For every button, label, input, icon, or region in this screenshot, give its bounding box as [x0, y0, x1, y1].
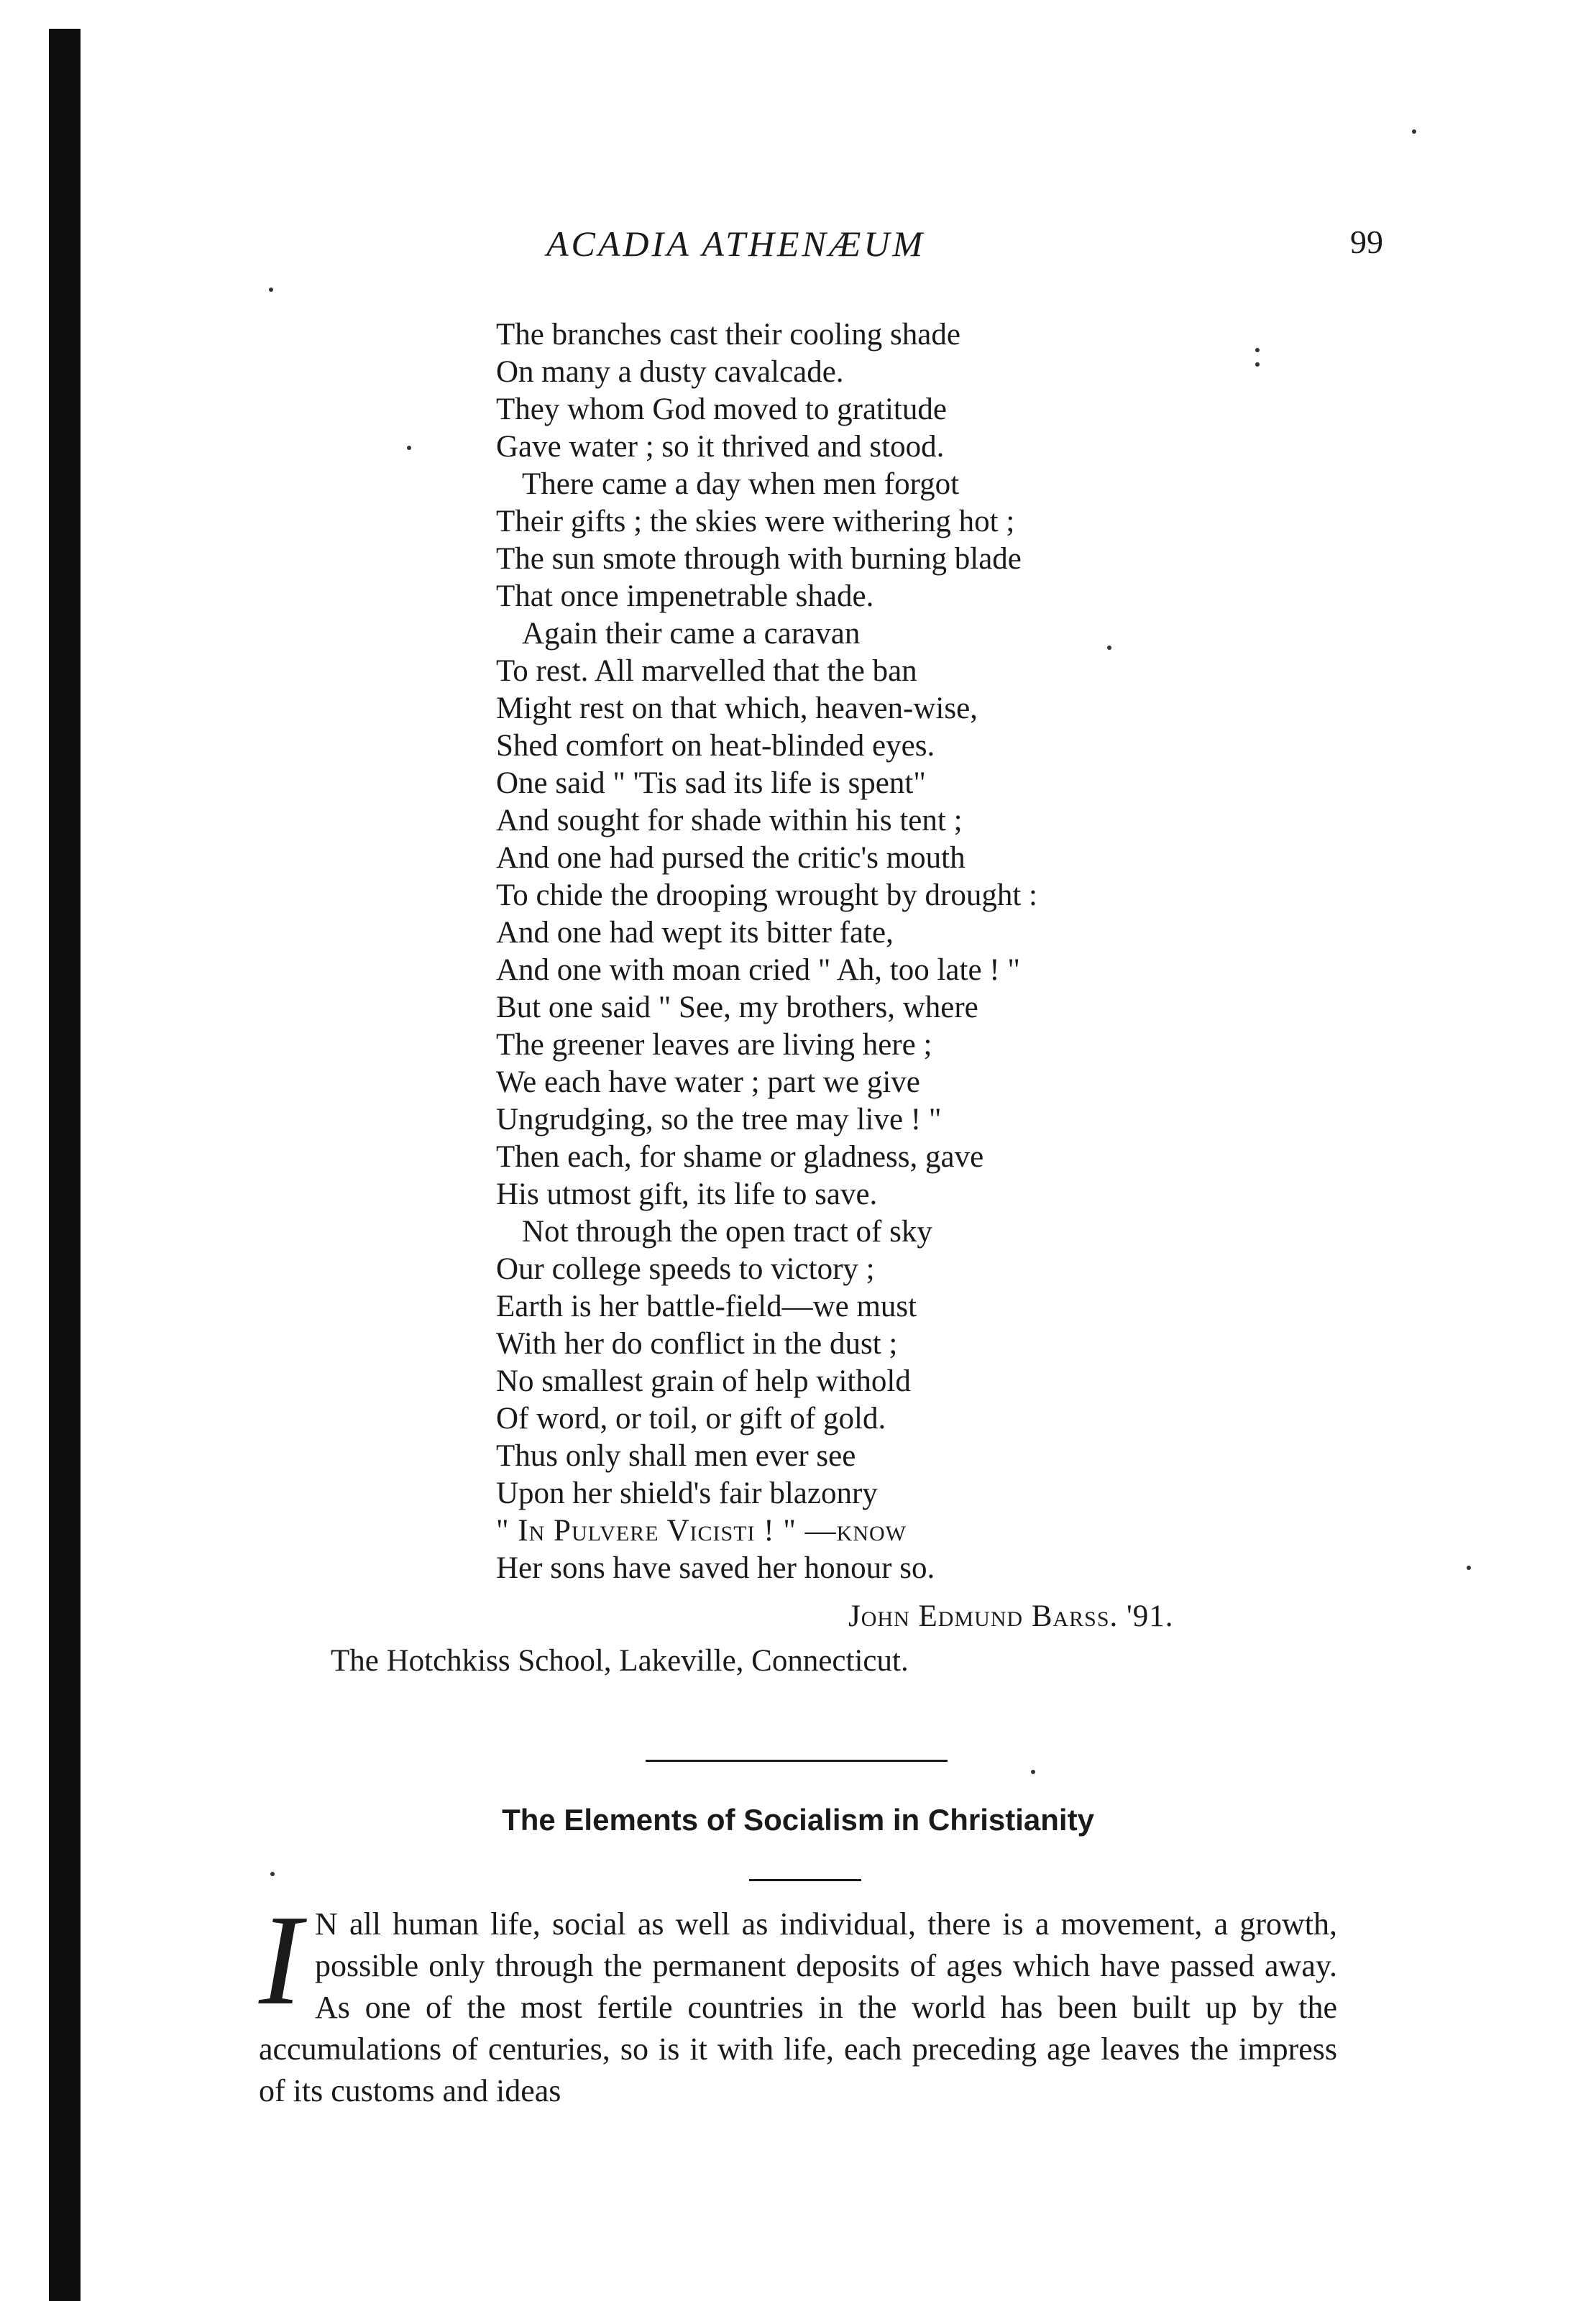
- section-divider: [646, 1760, 948, 1762]
- poem-line: And one had wept its bitter fate,: [496, 916, 894, 950]
- poem-line: But one said " See, my brothers, where: [496, 991, 978, 1024]
- poem-line: Of word, or toil, or gift of gold.: [496, 1402, 886, 1436]
- poem-line: Shed comfort on heat-blinded eyes.: [496, 729, 935, 763]
- poem-line: There came a day when men forgot: [522, 467, 960, 501]
- poem-line: Might rest on that which, heaven-wise,: [496, 692, 978, 725]
- page-number: 99: [1350, 224, 1383, 260]
- poem-line: To rest. All marvelled that the ban: [496, 654, 917, 688]
- print-speck: [270, 1872, 275, 1876]
- poem-line: Earth is her battle-field—we must: [496, 1290, 917, 1323]
- poem: [496, 316, 1037, 1587]
- poem-line: His utmost gift, its life to save.: [496, 1177, 878, 1211]
- drop-cap: I: [259, 1888, 302, 2031]
- poem-line: Our college speeds to victory ;: [496, 1252, 875, 1286]
- poem-line: To chide the drooping wrought by drought :: [496, 878, 1037, 912]
- poem-line: Then each, for shame or gladness, gave: [496, 1140, 984, 1174]
- poem-line: And sought for shade within his tent ;: [496, 804, 963, 837]
- print-speck: [1031, 1770, 1035, 1774]
- poem-line: Not through the open tract of sky: [522, 1215, 932, 1249]
- poem-line: With her do conflict in the dust ;: [496, 1327, 898, 1361]
- poem-line: Thus only shall men ever see: [496, 1439, 856, 1473]
- poem-line: One said " 'Tis sad its life is spent": [496, 766, 926, 800]
- poem-line: Ungrudging, so the tree may live ! ": [496, 1103, 942, 1136]
- poem-line: That once impenetrable shade.: [496, 579, 874, 613]
- poem-line: Upon her shield's fair blazonry: [496, 1476, 878, 1510]
- print-speck: [1412, 129, 1416, 134]
- poem-line: And one had pursed the critic's mouth: [496, 841, 966, 875]
- print-speck: [1467, 1566, 1471, 1570]
- poem-line: Again their came a caravan: [522, 617, 861, 651]
- print-speck: [407, 446, 411, 450]
- poem-line: The branches cast their cooling shade: [496, 318, 960, 352]
- print-speck: [269, 288, 273, 292]
- poem-signature: John Edmund Barss. '91.: [848, 1599, 1174, 1633]
- running-title: ACADIA ATHENÆUM: [546, 224, 926, 264]
- binding-edge: [49, 29, 81, 2301]
- poem-line: Her sons have saved her honour so.: [496, 1551, 935, 1585]
- poem-line: Their gifts ; the skies were withering hot ;: [496, 505, 1015, 538]
- poem-line: And one with moan cried " Ah, too late ! ": [496, 953, 1020, 987]
- poem-line: We each have water ; part we give: [496, 1065, 920, 1099]
- print-speck: [1255, 362, 1260, 367]
- poem-line: " In Pulvere Vicisti ! " —know: [496, 1514, 907, 1548]
- poem-line: No smallest grain of help withold: [496, 1364, 911, 1398]
- poem-line: The sun smote through with burning blade: [496, 542, 1022, 576]
- print-speck: [1107, 646, 1111, 650]
- title-underline: [749, 1879, 861, 1881]
- poem-line: They whom God moved to gratitude: [496, 392, 947, 426]
- article-title: The Elements of Socialism in Christianity: [502, 1803, 1094, 1837]
- poem-line: The greener leaves are living here ;: [496, 1028, 932, 1062]
- poem-line: On many a dusty cavalcade.: [496, 355, 844, 389]
- author-affiliation: The Hotchkiss School, Lakeville, Connecticut.: [331, 1644, 909, 1678]
- poem-line: Gave water ; so it thrived and stood.: [496, 430, 945, 464]
- print-speck: [1255, 348, 1260, 352]
- article-body: [259, 1888, 1337, 2112]
- article-paragraph: N all human life, social as well as individual, there is a movement, a growth, possible only through the permanent deposits of ages which have passed away. As one of the most fertile countries in the world has been built up by the accumulations of centuries, so is it with life, each preceding age leaves the impress of its customs and ideas: [259, 1906, 1337, 2108]
- page-header: [0, 216, 1596, 273]
